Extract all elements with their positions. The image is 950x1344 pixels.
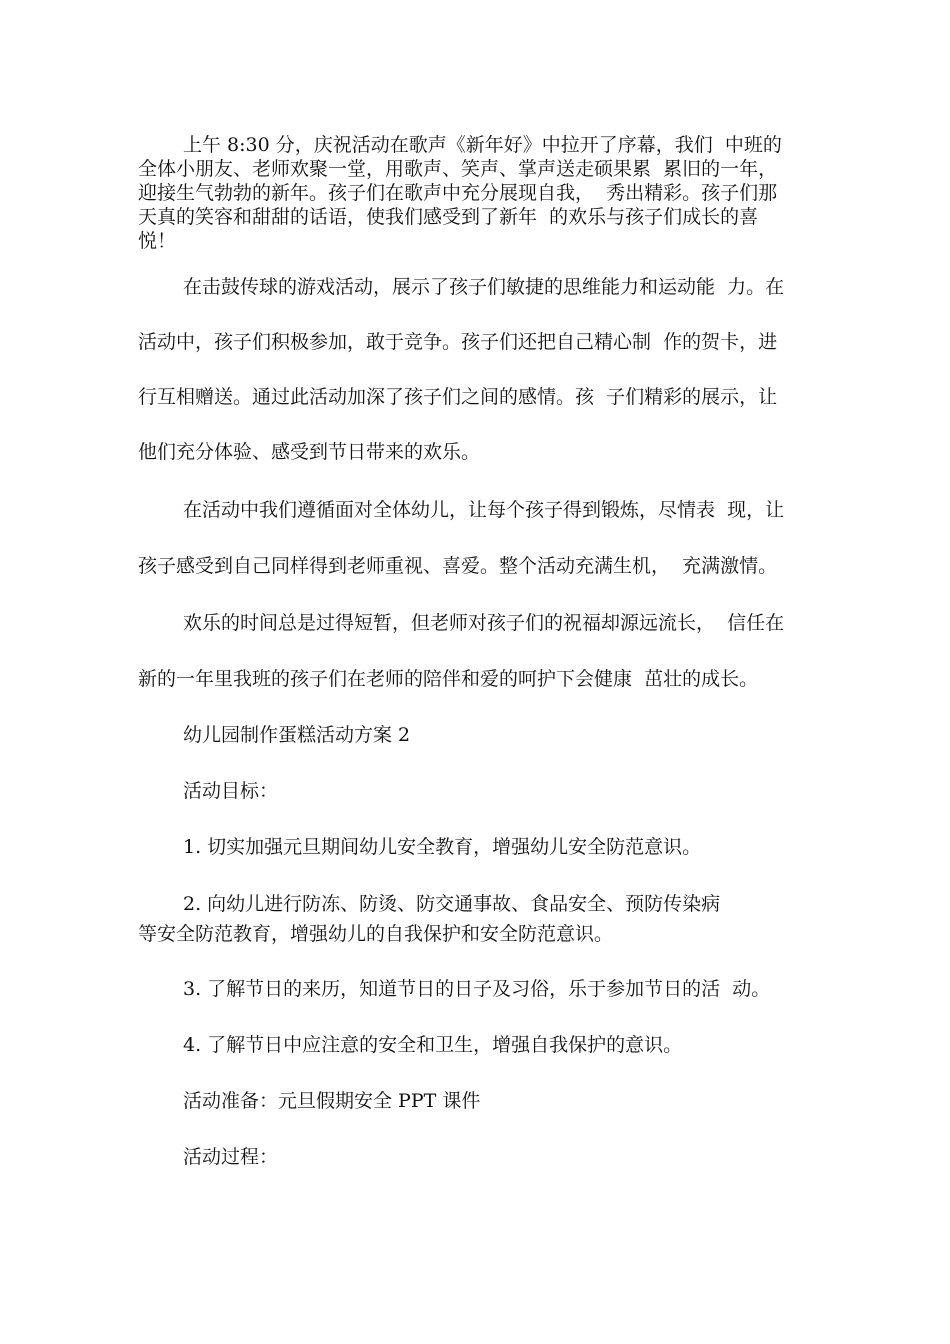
goal-item-3: 3. 了解节日的来历，知道节日的日子及习俗，乐于参加节日的活 动。 — [183, 978, 771, 1000]
paragraph-2-line-3: 行互相赠送。通过此活动加深了孩子们之间的感情。孩 子们精彩的展示，让 — [138, 386, 778, 408]
paragraph-2-line-4: 他们充分体验、感受到节日带来的欢乐。 — [138, 441, 481, 463]
paragraph-3-line-1: 在活动中我们遵循面对全体幼儿，让每个孩子得到锻炼，尽情表 现，让 — [183, 499, 785, 521]
paragraph-1-line-4: 天真的笑容和甜甜的话语，使我们感受到了新年 的欢乐与孩子们成长的喜 — [138, 206, 759, 228]
preparation-line: 活动准备：元旦假期安全 PPT 课件 — [183, 1090, 481, 1112]
paragraph-1-line-2: 全体小朋友、老师欢聚一堂，用歌声、笑声、掌声送走硕果累 累旧的一年， — [138, 158, 778, 180]
section-title: 幼儿园制作蛋糕活动方案 2 — [183, 724, 411, 746]
paragraph-4-line-1: 欢乐的时间总是过得短暂，但老师对孩子们的祝福却源远流长， 信任在 — [183, 612, 785, 634]
process-heading: 活动过程： — [183, 1146, 279, 1168]
paragraph-3-line-2: 孩子感受到自己同样得到老师重视、喜爱。整个活动充满生机， 充满激情。 — [138, 555, 778, 577]
paragraph-1-line-1: 上午 8:30 分，庆祝活动在歌声《新年好》中拉开了序幕，我们 中班的 — [183, 134, 782, 156]
paragraph-2-line-1: 在击鼓传球的游戏活动，展示了孩子们敏捷的思维能力和运动能 力。在 — [183, 276, 785, 298]
goal-item-2-line-2: 等安全防范教育，增强幼儿的自我保护和安全防范意识。 — [138, 923, 614, 945]
paragraph-2-line-2: 活动中，孩子们积极参加，敢于竞争。孩子们还把自己精心制 作的贺卡，进 — [138, 331, 778, 353]
goals-heading: 活动目标： — [183, 780, 279, 802]
goal-item-4: 4. 了解节日中应注意的安全和卫生，增强自我保护的意识。 — [183, 1034, 683, 1056]
goal-item-1: 1. 切实加强元旦期间幼儿安全教育，增强幼儿安全防范意识。 — [183, 836, 702, 858]
paragraph-1-line-5: 悦！ — [138, 230, 177, 252]
paragraph-4-line-2: 新的一年里我班的孩子们在老师的陪伴和爱的呵护下会健康 茁壮的成长。 — [138, 668, 759, 690]
paragraph-1-line-3: 迎接生气勃勃的新年。孩子们在歌声中充分展现自我， 秀出精彩。孩子们那 — [138, 182, 778, 204]
goal-item-2-line-1: 2. 向幼儿进行防冻、防烫、防交通事故、食品安全、预防传染病 — [183, 893, 721, 915]
